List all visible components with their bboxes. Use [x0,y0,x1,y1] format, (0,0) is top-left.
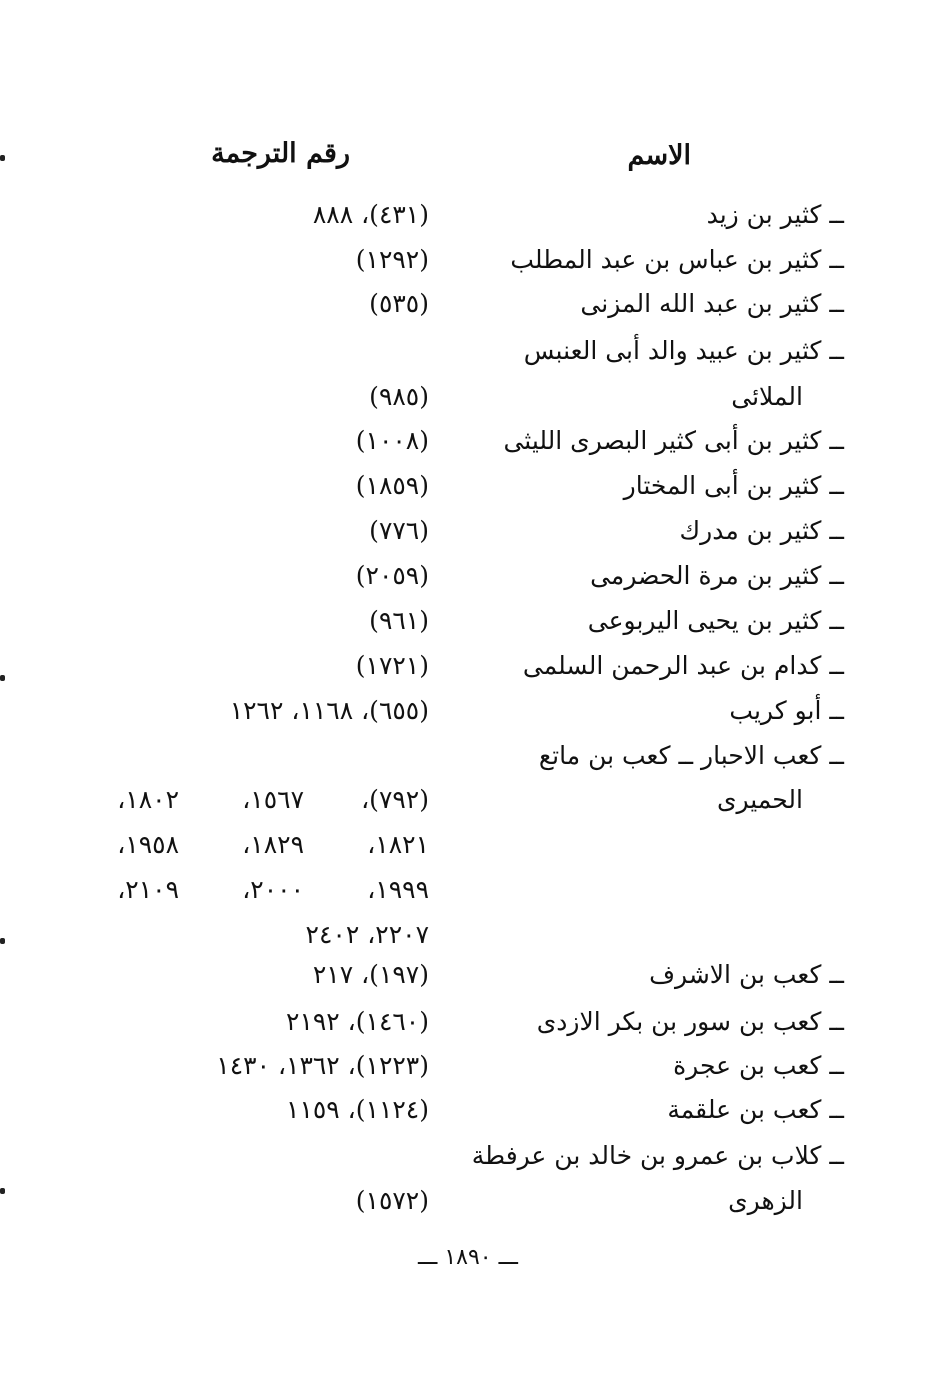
ref-number: ١٨٢٩، [242,830,304,859]
entry-name-line2: الملائى [731,382,803,411]
entry-name: ــ كثير بن يحيى اليربوعى [587,606,844,635]
entry-name-line2: الزهرى [728,1186,803,1215]
name-column-header: الاسم [627,140,691,171]
entry-refs: (٩٦١) [369,606,429,635]
entry-refs: (٩٨٥) [369,382,429,411]
entry-refs: (١٢٢٣)، ١٣٦٢، ١٤٣٠ [216,1051,429,1080]
entry-name: ــ كثير بن مدرك [679,516,844,545]
index-entry [0,952,936,998]
ref-number: ٢١٠٩، [117,875,179,904]
entry-name: ــ كثير بن عبيد والد أبى العنبس [523,336,844,365]
ref-number: ١٩٥٨، [117,830,179,859]
margin-mark [0,938,5,944]
index-entry [0,688,936,734]
entry-refs: (١٠٠٨) [355,426,429,455]
entry-name: ــ كثير بن عبد الله المزنى [580,289,844,318]
entry-refs: (١٩٧)، ٢١٧ [312,960,429,989]
entry-refs: (١٧٢١) [355,651,429,680]
index-entry [0,281,936,327]
index-entry [0,1133,936,1179]
index-entry [0,508,936,554]
entry-name: ــ كدام بن عبد الرحمن السلمى [522,651,844,680]
index-entry [0,1043,936,1089]
index-entry [0,328,936,374]
index-entry [0,463,936,509]
entry-name: ــ كثير بن أبى المختار [623,471,844,500]
ref-number: ١٥٦٧، [242,785,304,814]
entry-refs: (٤٣١)، ٨٨٨ [312,200,429,229]
entry-name: ــ كعب بن الاشرف [649,960,844,989]
index-entry [0,598,936,644]
entry-refs: (٦٥٥)، ١١٦٨، ١٢٦٢ [229,696,429,725]
entry-name: ــ كعب بن سور بن بكر الازدى [536,1007,844,1036]
index-entry [0,733,936,779]
ref-number: ١٨٢١، [367,830,429,859]
ref-number: ٢٢٠٧، ٢٤٠٢ [305,920,429,949]
index-entry [0,418,936,464]
index-entry-continuation [0,374,936,420]
entry-name: ــ كثير بن مرة الحضرمى [590,561,844,590]
entry-name: ــ كثير بن أبى كثير البصرى الليثى [503,426,844,455]
entry-refs: (٢٠٥٩) [355,561,429,590]
entry-name-line2: الحميرى [716,785,803,814]
page-number: ـــ ١٨٩٠ ـــ [418,1245,518,1270]
entry-refs: (١٥٧٢) [355,1186,429,1215]
entry-refs: (٥٣٥) [369,289,429,318]
ref-number: ٢٠٠٠، [242,875,304,904]
refs-grid-row [99,867,429,913]
ref-number: ١٩٩٩، [367,875,429,904]
entry-name: ــ كعب الاحبار ــ كعب بن ماتع [538,741,844,770]
entry-name: ــ كلاب بن عمرو بن خالد بن عرفطة [471,1141,844,1170]
entry-name: ــ أبو كريب [729,696,844,725]
index-entry [0,553,936,599]
index-entry [0,237,936,283]
entry-refs: (٧٧٦) [369,516,429,545]
entry-name: ــ كعب بن علقمة [667,1095,844,1124]
refs-grid-row [99,822,429,868]
ref-number: (٧٩٢)، [361,785,429,814]
index-entry [0,192,936,238]
index-entry [0,1087,936,1133]
entry-refs: (١٨٥٩) [355,471,429,500]
ref-number: ١٨٠٢، [117,785,179,814]
entry-refs: (١١٢٤)، ١١٥٩ [286,1095,429,1124]
index-entry [0,643,936,689]
entry-refs: (١٤٦٠)، ٢١٩٢ [286,1007,429,1036]
index-entry-continuation [0,1178,936,1224]
entry-name: ــ كثير بن عباس بن عبد المطلب [510,245,844,274]
number-column-header: رقم الترجمة [211,138,350,169]
margin-mark [0,155,5,161]
entry-name: ــ كعب بن عجرة [673,1051,844,1080]
index-entry [0,999,936,1045]
entry-name: ــ كثير بن زيد [706,200,844,229]
refs-grid-row [99,777,429,823]
entry-refs: (١٢٩٢) [355,245,429,274]
